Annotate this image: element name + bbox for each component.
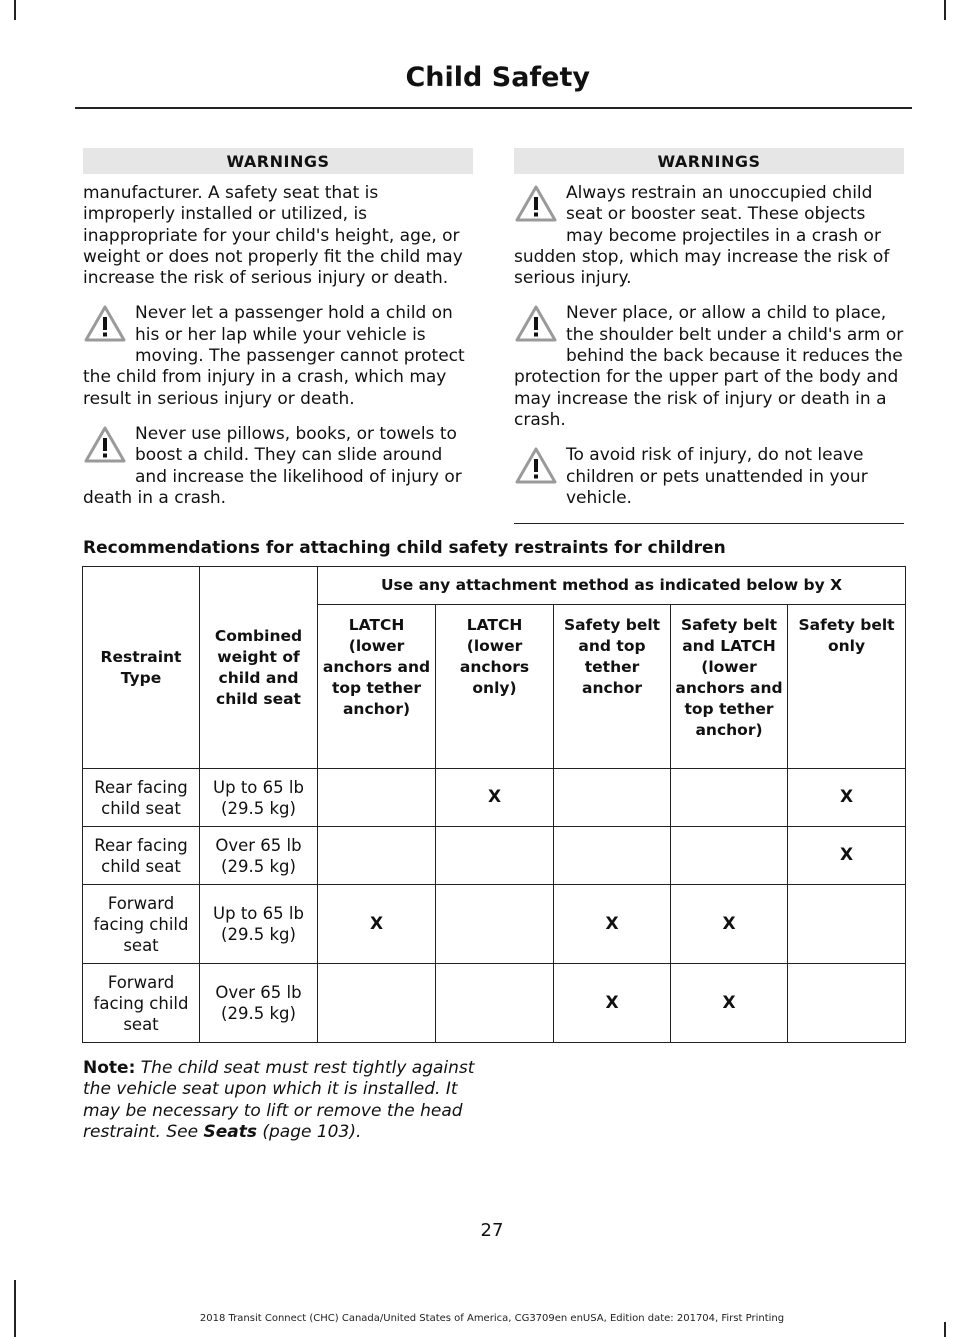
weight-cell: Up to 65 lb (29.5 kg): [200, 769, 318, 827]
mark-cell: X: [788, 769, 906, 827]
restraint-type-cell: Forward facing child seat: [83, 964, 200, 1043]
left-column: [83, 148, 473, 509]
weight-cell: Up to 65 lb (29.5 kg): [200, 885, 318, 964]
crop-mark-bottom-right: [944, 1322, 946, 1337]
header-divider: [75, 107, 912, 109]
table-row: [83, 769, 906, 827]
crop-mark-top-right: [944, 0, 946, 20]
weight-cell: Over 65 lb (29.5 kg): [200, 964, 318, 1043]
mark-cell: [318, 964, 436, 1043]
restraint-type-cell: Rear facing child seat: [83, 827, 200, 885]
mark-cell: [318, 769, 436, 827]
mark-cell: [436, 885, 554, 964]
table-row: [83, 827, 906, 885]
warning-item: [514, 445, 904, 509]
group-header-attachment-method: Use any attachment method as indicated below by X: [318, 567, 906, 605]
note-label: Note:: [83, 1058, 136, 1078]
warnings-heading: WARNINGS: [83, 148, 473, 174]
mark-cell: X: [554, 964, 671, 1043]
column-header-method: Safety belt and top tether anchor: [554, 605, 671, 769]
mark-cell: X: [788, 827, 906, 885]
right-column: [514, 148, 904, 524]
warning-triangle-icon: [514, 446, 566, 496]
warning-triangle-icon: [83, 304, 135, 354]
mark-cell: X: [671, 964, 788, 1043]
seats-link[interactable]: Seats: [203, 1121, 257, 1142]
footer-text: 2018 Transit Connect (CHC) Canada/United States of America, CG3709en enUSA, Edition date: 201704, First Printing: [199, 1313, 785, 1324]
mark-cell: [788, 885, 906, 964]
column-header-combined-weight: Combined weight of child and child seat: [200, 567, 318, 769]
warning-text: To avoid risk of injury, do not leave children or pets unattended in your vehicle.: [566, 445, 868, 508]
mark-cell: [436, 964, 554, 1043]
mark-cell: X: [554, 885, 671, 964]
warning-item: [514, 303, 904, 431]
warnings-end-divider: [514, 523, 904, 524]
warning-item: [514, 183, 904, 289]
warning-item: [83, 303, 473, 409]
warning-continued-text: manufacturer. A safety seat that is improperly installed or utilized, is inappropriate for your child's height, age, or weight or does not properly fit the child may increase the risk of serious injury or death.: [83, 183, 463, 289]
column-header-method: LATCH (lower anchors only): [436, 605, 554, 769]
column-header-method: Safety belt and LATCH (lower anchors and top tether anchor): [671, 605, 788, 769]
column-header-restraint-type: Restraint Type: [83, 567, 200, 769]
table-row: [83, 964, 906, 1043]
page-number: 27: [480, 1220, 504, 1241]
note-paragraph: [83, 1058, 478, 1143]
table-row: [83, 885, 906, 964]
restraint-type-cell: Rear facing child seat: [83, 769, 200, 827]
mark-cell: X: [436, 769, 554, 827]
warning-triangle-icon: [83, 425, 135, 475]
note-page-ref: (page 103).: [262, 1121, 362, 1142]
mark-cell: [671, 827, 788, 885]
warning-triangle-icon: [514, 184, 566, 234]
weight-cell: Over 65 lb (29.5 kg): [200, 827, 318, 885]
restraint-type-cell: Forward facing child seat: [83, 885, 200, 964]
mark-cell: X: [318, 885, 436, 964]
crop-mark-top-left: [14, 0, 16, 20]
note-text: The child seat must rest tightly against the vehicle seat upon which it is installed. It may be necessary to lift or remove the head restraint. See: [83, 1058, 475, 1142]
mark-cell: [318, 827, 436, 885]
page-title: Child Safety: [405, 62, 590, 93]
column-header-method: LATCH (lower anchors and top tether anchor): [318, 605, 436, 769]
warning-item: [83, 424, 473, 509]
mark-cell: X: [671, 885, 788, 964]
column-header-method: Safety belt only: [788, 605, 906, 769]
mark-cell: [671, 769, 788, 827]
warning-text: Never let a passenger hold a child on his or her lap while your vehicle is moving. The passenger cannot protect the child from injury in a crash, which may result in serious injury or death.: [83, 303, 465, 409]
restraint-attachment-table: [82, 566, 906, 1043]
mark-cell: [788, 964, 906, 1043]
warning-text: Never use pillows, books, or towels to boost a child. They can slide around and increase the likelihood of injury or death in a crash.: [83, 423, 462, 508]
mark-cell: [554, 827, 671, 885]
section-heading: Recommendations for attaching child safety restraints for children: [83, 538, 726, 558]
warning-triangle-icon: [514, 304, 566, 354]
warnings-heading: WARNINGS: [514, 148, 904, 174]
warning-text: Always restrain an unoccupied child seat or booster seat. These objects may become projectiles in a crash or sudden stop, which may increase the risk of serious injury.: [514, 183, 890, 289]
mark-cell: [554, 769, 671, 827]
mark-cell: [436, 827, 554, 885]
warning-text: Never place, or allow a child to place, the shoulder belt under a child's arm or behind the back because it reduces the protection for the upper part of the body and may increase the risk of injury or death in a crash.: [514, 303, 904, 430]
crop-mark-bottom-left: [14, 1280, 16, 1337]
